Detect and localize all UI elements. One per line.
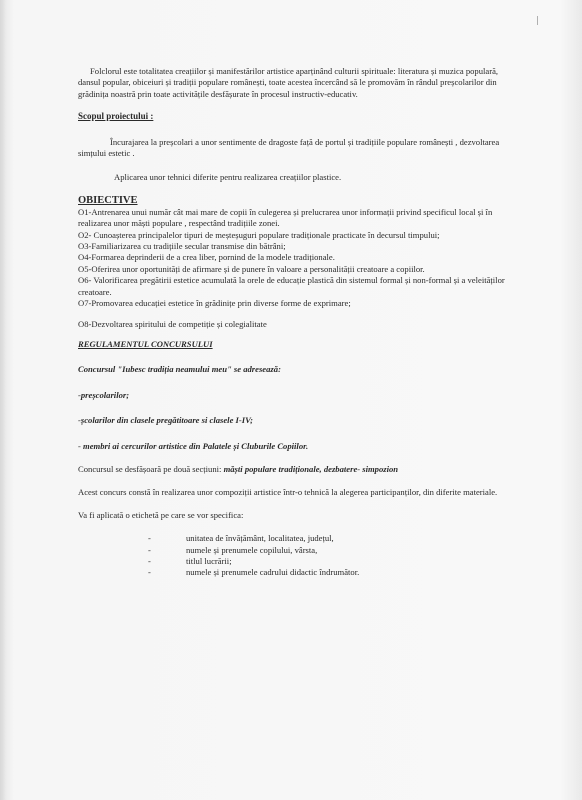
document-body (78, 66, 518, 579)
objective-item-last: O8-Dezvoltarea spiritului de competiție și colegialitate (78, 318, 267, 329)
scope-title: Scopul proiectului : (78, 111, 154, 122)
label-field-text: unitatea de învățământ, localitatea, județul, (186, 533, 334, 544)
label-field-text: numele și prenumele copilului, vârsta, (186, 544, 318, 555)
page-corner-mark (537, 16, 538, 25)
audience-item: -preșcolarilor; (78, 389, 130, 400)
audience-item: -școlarilor din clasele pregătitoare si clasele I-IV; (78, 415, 254, 426)
scope-paragraph-2: Aplicarea unor tehnici diferite pentru realizarea creațiilor plastice. (114, 172, 342, 183)
list-dash: - (148, 544, 151, 555)
intro-paragraph: Folclorul este totalitatea creațiilor și manifestărilor artistice aparținând culturii spirituale: literatura și muzica populară, dansul popular, obiceiuri și tradiții populare românești, toate acestea încercând să le promovăm în rândul preșcolarilor din grădinița noastră prin toate activitățile desfășurate în procesul instructiv-educativ. (78, 66, 499, 99)
label-field-item (78, 533, 518, 544)
label-intro: Va fi aplicată o etichetă pe care se vor specifica: (78, 509, 244, 520)
objectives-title: OBIECTIVE (78, 194, 138, 206)
contest-audience-heading: Concursul "Iubesc tradiția neamului meu" se adresează: (78, 364, 281, 375)
list-dash: - (148, 567, 151, 578)
contest-sections (78, 464, 518, 475)
scope-paragraph-1: Încurajarea la preșcolari a unor sentimente de dragoste față de portul și tradițiile populare românești , dezvoltarea simțului estetic . (78, 136, 500, 159)
contest-sections-value: măști populare tradiționale, dezbatere- simpozion (223, 463, 399, 474)
rules-title: REGULAMENTUL CONCURSULUI (78, 338, 213, 349)
objective-item: O6- Valorificarea pregătirii estetice acumulată la orele de educație plastică din sistemul formal și non-formal și a veleităților creatoare. (78, 275, 505, 297)
label-field-item (78, 545, 518, 556)
label-field-item (78, 567, 518, 578)
label-fields-list (78, 533, 518, 579)
objective-item: O1-Antrenarea unui număr cât mai mare de copii în culegerea și prelucrarea unor informații privind specificul local și în realizarea unor măști populare , respectând tradițiile zonei. (78, 206, 493, 229)
objective-item: O3-Familiarizarea cu tradițiile secular transmise din bătrâni; (78, 241, 286, 252)
page-edge-shadow (0, 0, 6, 800)
objective-item: O4-Formarea deprinderii de a crea liber, pornind de la modele tradiționale. (78, 252, 335, 263)
list-dash: - (148, 555, 151, 566)
objective-item: O7-Promovarea educației estetice în grădinițe prin diverse forme de exprimare; (78, 298, 351, 309)
label-field-text: titlul lucrării; (186, 555, 232, 566)
objective-item: O5-Oferirea unor oportunități de afirmare și de punere în valoare a personalității creatoare a copiilor. (78, 263, 425, 274)
audience-item: - membri ai cercurilor artistice din Palatele și Cluburile Copiilor. (78, 440, 309, 451)
contest-sections-label: Concursul se desfășoară pe două secțiuni: (78, 463, 224, 474)
contest-description: Acest concurs constă în realizarea unor compoziții artistice într-o tehnică la alegerea participanților, din diferite materiale. (78, 487, 498, 498)
label-field-text: numele și prenumele cadrului didactic îndrumător. (186, 567, 360, 578)
objective-item: O2- Cunoașterea principalelor tipuri de meșteșuguri populare tradiționale practicate în decursul timpului; (78, 229, 440, 240)
list-dash: - (148, 533, 151, 544)
label-field-item (78, 556, 518, 567)
objectives-list (78, 207, 518, 310)
